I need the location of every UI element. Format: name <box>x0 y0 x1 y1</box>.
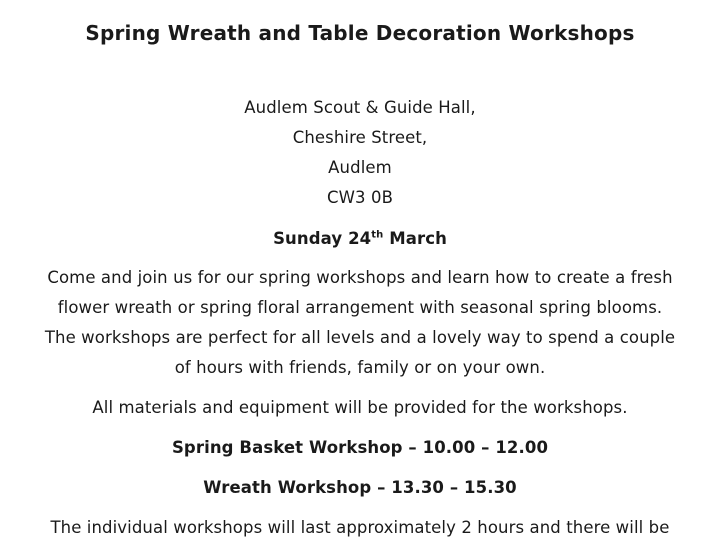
intro-line-2: flower wreath or spring floral arrangement with seasonal spring blooms. <box>57 298 663 317</box>
intro-line-3: The workshops are perfect for all levels and a lovely way to spend a couple <box>44 328 676 347</box>
address-line-street: Cheshire Street, <box>292 128 428 147</box>
closing-line: The individual workshops will last approximately 2 hours and there will be <box>50 518 670 537</box>
address-line-town: Audlem <box>328 158 392 177</box>
event-date-month: March <box>383 229 447 248</box>
event-date-day: Sunday 24 <box>273 229 372 248</box>
session-wreath: Wreath Workshop – 13.30 – 15.30 <box>203 478 517 497</box>
intro-line-4: of hours with friends, family or on your own. <box>174 358 546 377</box>
event-date <box>0 229 720 249</box>
address-line-postcode: CW3 0B <box>327 188 393 207</box>
event-date-ordinal: th <box>371 229 384 241</box>
page-title: Spring Wreath and Table Decoration Workshops <box>85 21 635 45</box>
materials-note: All materials and equipment will be provided for the workshops. <box>92 398 628 417</box>
address-line-venue: Audlem Scout & Guide Hall, <box>244 98 476 117</box>
session-spring-basket: Spring Basket Workshop – 10.00 – 12.00 <box>171 438 549 457</box>
intro-line-1: Come and join us for our spring workshops and learn how to create a fresh <box>47 268 673 287</box>
